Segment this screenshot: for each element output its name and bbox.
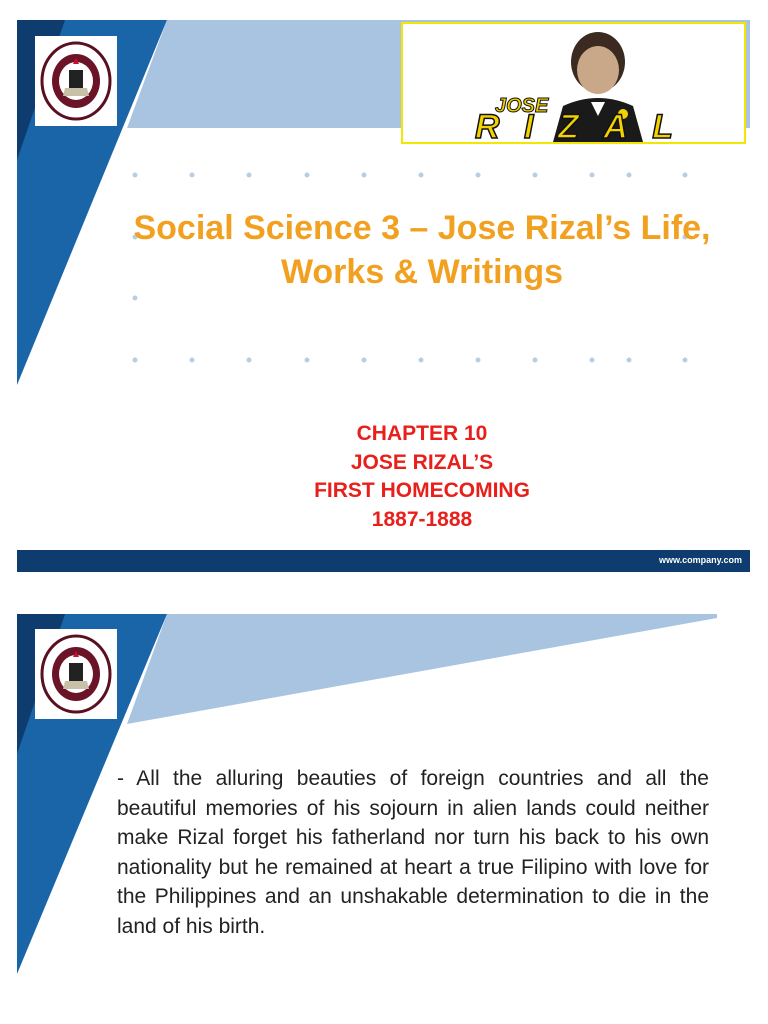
- university-seal-logo: [35, 36, 117, 126]
- jose-rizal-portrait: [401, 22, 746, 144]
- portrait-caption-top: JOSE: [495, 95, 549, 117]
- chapter-name-line2: FIRST HOMECOMING: [314, 479, 530, 502]
- footer-url: www.company.com: [658, 555, 742, 565]
- footer-bar: [17, 550, 750, 572]
- body-paragraph: - All the alluring beauties of foreign countries and all the beautiful memories of his sojourn in alien lands could neither make Rizal forget his fatherland nor turn his back to his own nationality but he remained at heart a true Filipino with love for the Philippines and an unshakable determination to die in the land of his birth.: [117, 767, 709, 938]
- portrait-caption-main: RIZAL: [475, 108, 673, 142]
- slide-title: Social Science 3 – Jose Rizal’s Life, Works & Writings: [133, 209, 711, 291]
- chapter-years: 1887-1888: [371, 507, 473, 531]
- content-slide: [17, 614, 750, 1024]
- university-seal-logo: [35, 629, 117, 719]
- title-slide: [17, 20, 750, 573]
- chapter-number: CHAPTER 10: [356, 422, 488, 445]
- chapter-heading: [127, 420, 717, 534]
- chapter-name-line1: JOSE RIZAL’S: [350, 450, 494, 474]
